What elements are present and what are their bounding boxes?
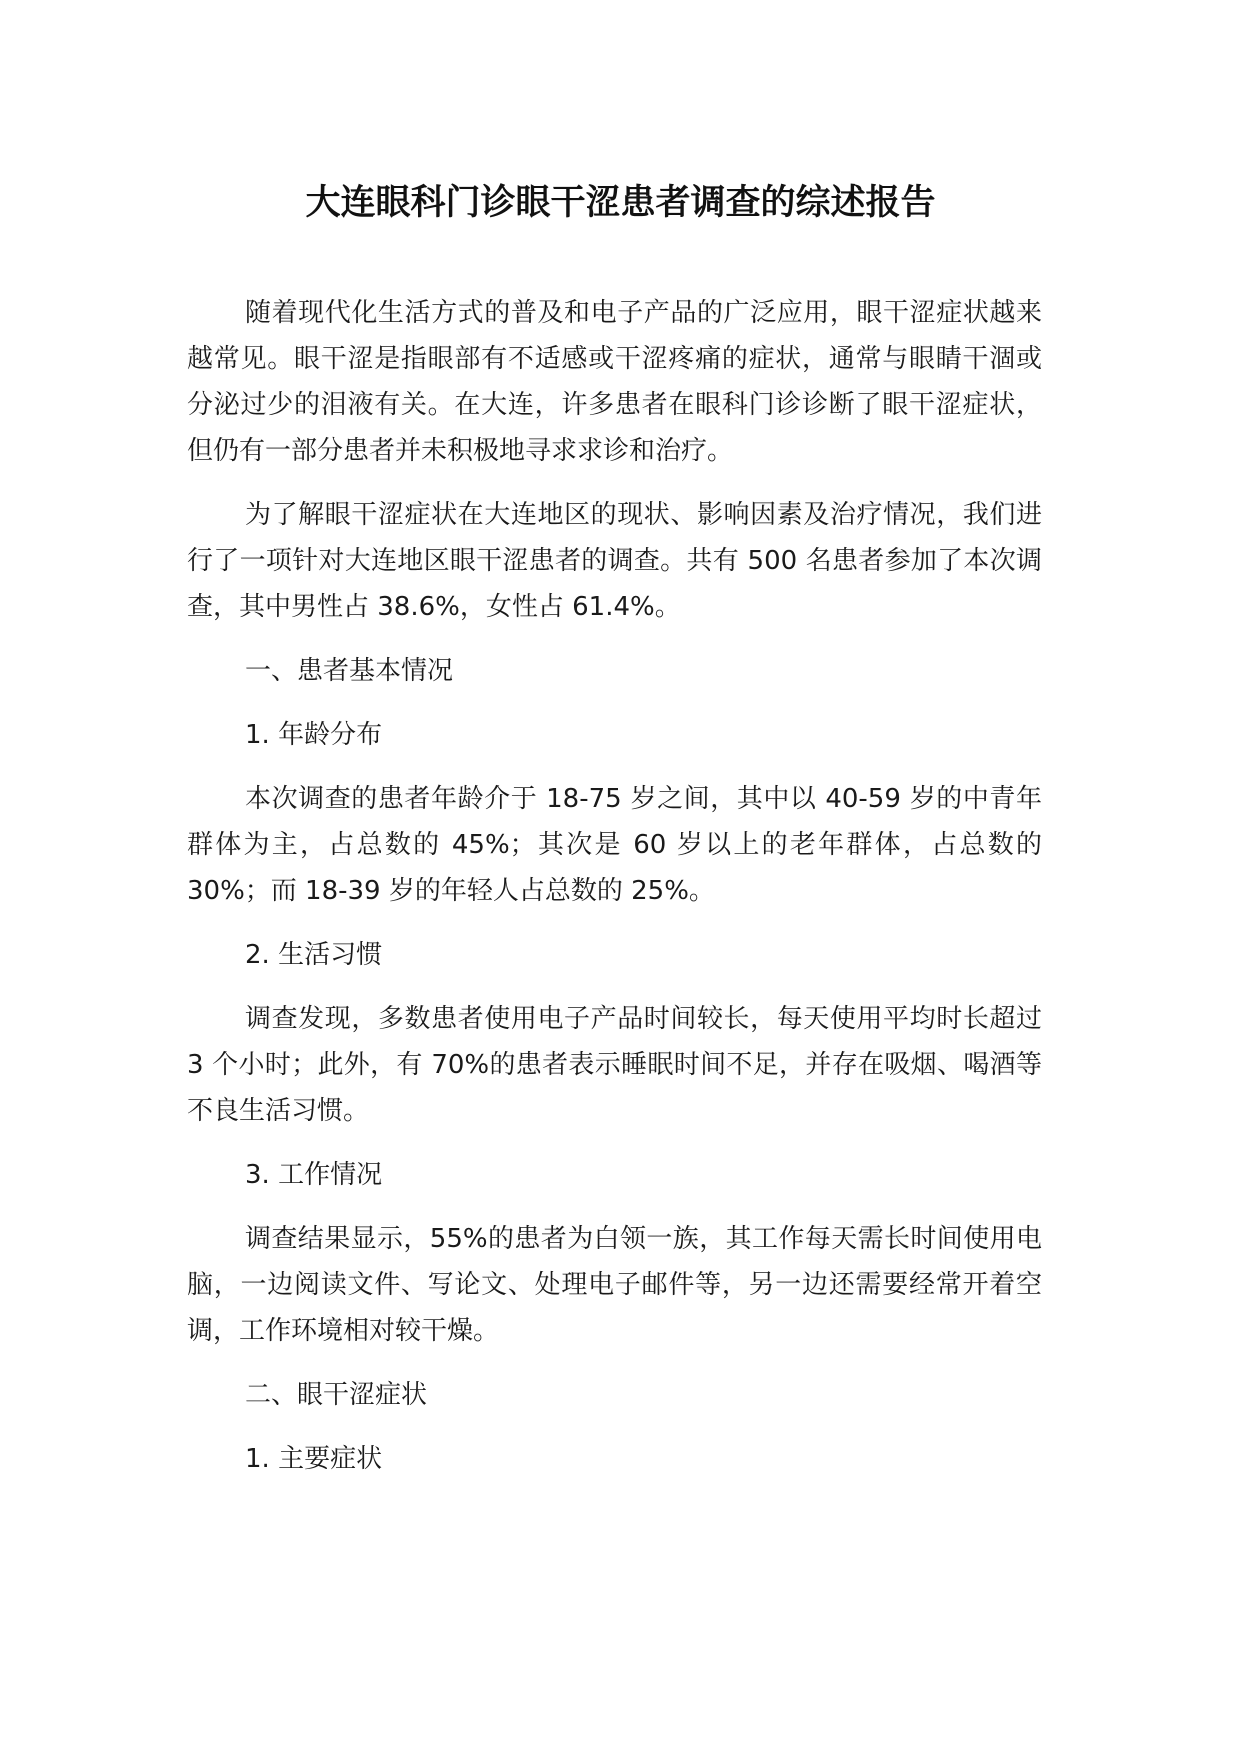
subheading-age-distribution: 1. 年龄分布: [245, 720, 383, 750]
subheading-lifestyle: 2. 生活习惯: [245, 940, 383, 970]
paragraph-lifestyle: 调查发现，多数患者使用电子产品时间较长，每天使用平均时长超过 3 个小时；此外，有 70%的患者表示睡眠时间不足，并存在吸烟、喝酒等不良生活习惯。: [187, 1004, 1042, 1126]
paragraph-age-distribution: 本次调查的患者年龄介于 18-75 岁之间，其中以 40-59 岁的中青年群体为主，占总数的 45%；其次是 60 岁以上的老年群体，占总数的 30%；而 18-39 岁的年轻人占总数的 25%。: [187, 784, 1042, 906]
section-heading-patient-basics: 一、患者基本情况: [245, 656, 454, 686]
subheading-main-symptoms: 1. 主要症状: [245, 1444, 383, 1474]
paragraph-work: 调查结果显示，55%的患者为白领一族，其工作每天需长时间使用电脑，一边阅读文件、写论文、处理电子邮件等，另一边还需要经常开着空调，工作环境相对较干燥。: [187, 1224, 1042, 1346]
section-heading-symptoms: 二、眼干涩症状: [245, 1380, 428, 1410]
document-body: [187, 290, 1042, 1500]
paragraph-intro: 随着现代化生活方式的普及和电子产品的广泛应用，眼干涩症状越来越常见。眼干涩是指眼部有不适感或干涩疼痛的症状，通常与眼睛干涸或分泌过少的泪液有关。在大连，许多患者在眼科门诊诊断了眼干涩症状，但仍有一部分患者并未积极地寻求求诊和治疗。: [187, 298, 1042, 466]
paragraph-survey-overview: 为了解眼干涩症状在大连地区的现状、影响因素及治疗情况，我们进行了一项针对大连地区眼干涩患者的调查。共有 500 名患者参加了本次调查，其中男性占 38.6%，女性占 61.4%。: [187, 500, 1042, 622]
document-title: 大连眼科门诊眼干涩患者调查的综述报告: [305, 183, 936, 223]
subheading-work: 3. 工作情况: [245, 1160, 383, 1190]
